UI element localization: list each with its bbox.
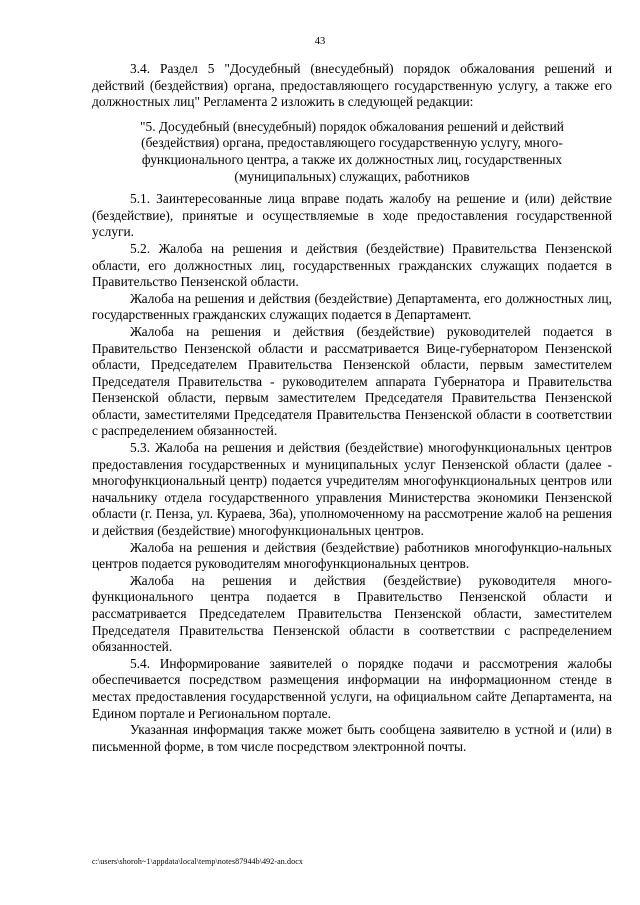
paragraph-5-2: 5.2. Жалоба на решения и действия (бездействие) Правительства Пензенской области, его должностных лиц, государственных гражданских служащих подается в Правительство Пензенской области. — [92, 240, 612, 290]
page-number: 43 — [314, 36, 326, 47]
paragraph-5-3: 5.3. Жалоба на решения и действия (бездействие) многофункциональных центров предоставления государственных и муниципальных услуг Пензенской области (далее - многофункциональный центр) подается учредителям многофункциональных центров или начальнику отдела государственного управления Министерства экономики Пензенской области (г. Пенза, ул. Кураева, 36а), уполномоченному на рассмотрение жалоб на решения и действия (бездействие) многофункциональных центров. — [92, 440, 612, 539]
section-5-heading: "5. Досудебный (внесудебный) порядок обжалования решений и действий (бездействия) органа, предоставляющего государственную услугу, много-функционального центра, а также их должностных лиц, государственных (муниципальных) служащих, работников — [140, 118, 564, 184]
paragraph-mfc-head-complaint: Жалоба на решения и действия (бездействие) руководителя много-функционального центра подается в Правительство Пензенской области и рассматривается Председателем Правительства Пензенской области, заместителем Председателя Правительства Пензенской области в соответствии с распределением обязанностей. — [92, 572, 612, 655]
paragraph-mfc-workers-complaint: Жалоба на решения и действия (бездействие) работников многофункцио-нальных центров подается руководителям многофункциональных центров. — [92, 539, 612, 572]
paragraph-department-complaint: Жалоба на решения и действия (бездействие) Департамента, его должностных лиц, государственных гражданских служащих подается в Департамент. — [92, 290, 612, 323]
paragraph-3-4: 3.4. Раздел 5 "Досудебный (внесудебный) порядок обжалования решений и действий (бездействия) органа, предоставляющего государственную услугу, а также его должностных лиц" Регламента 2 изложить в следующей редакции: — [92, 61, 612, 110]
footer-file-path: c:\users\shoroh~1\appdata\local\temp\notes87944b\492-an.docx — [92, 857, 303, 866]
paragraph-leaders-complaint: Жалоба на решения и действия (бездействие) руководителей подается в Правительство Пензенской области и рассматривается Вице-губернатором Пензенской области, Председателем Правительства Пензенской области, первым заместителем Председателя Правительства - руководителем аппарата Губернатора и Правительства Пензенской области, первым заместителем Председателя Правительства Пензенской области, заместителями Председателя Правительства Пензенской области в соответствии с распределением обязанностей. — [92, 323, 612, 439]
paragraph-5-1: 5.1. Заинтересованные лица вправе подать жалобу на решение и (или) действие (бездействие), принятые и осуществляемые в ходе предоставления государственной услуги. — [92, 191, 612, 240]
paragraph-info-delivery: Указанная информация также может быть сообщена заявителю в устной и (или) в письменной форме, в том числе посредством электронной почты. — [92, 722, 612, 754]
paragraph-5-4: 5.4. Информирование заявителей о порядке подачи и рассмотрения жалобы обеспечивается посредством размещения информации на информационном стенде в местах предоставления государственной услуги, на официальном сайте Департамента, на Едином портале и Региональном портале. — [92, 655, 612, 721]
document-body — [92, 61, 612, 755]
